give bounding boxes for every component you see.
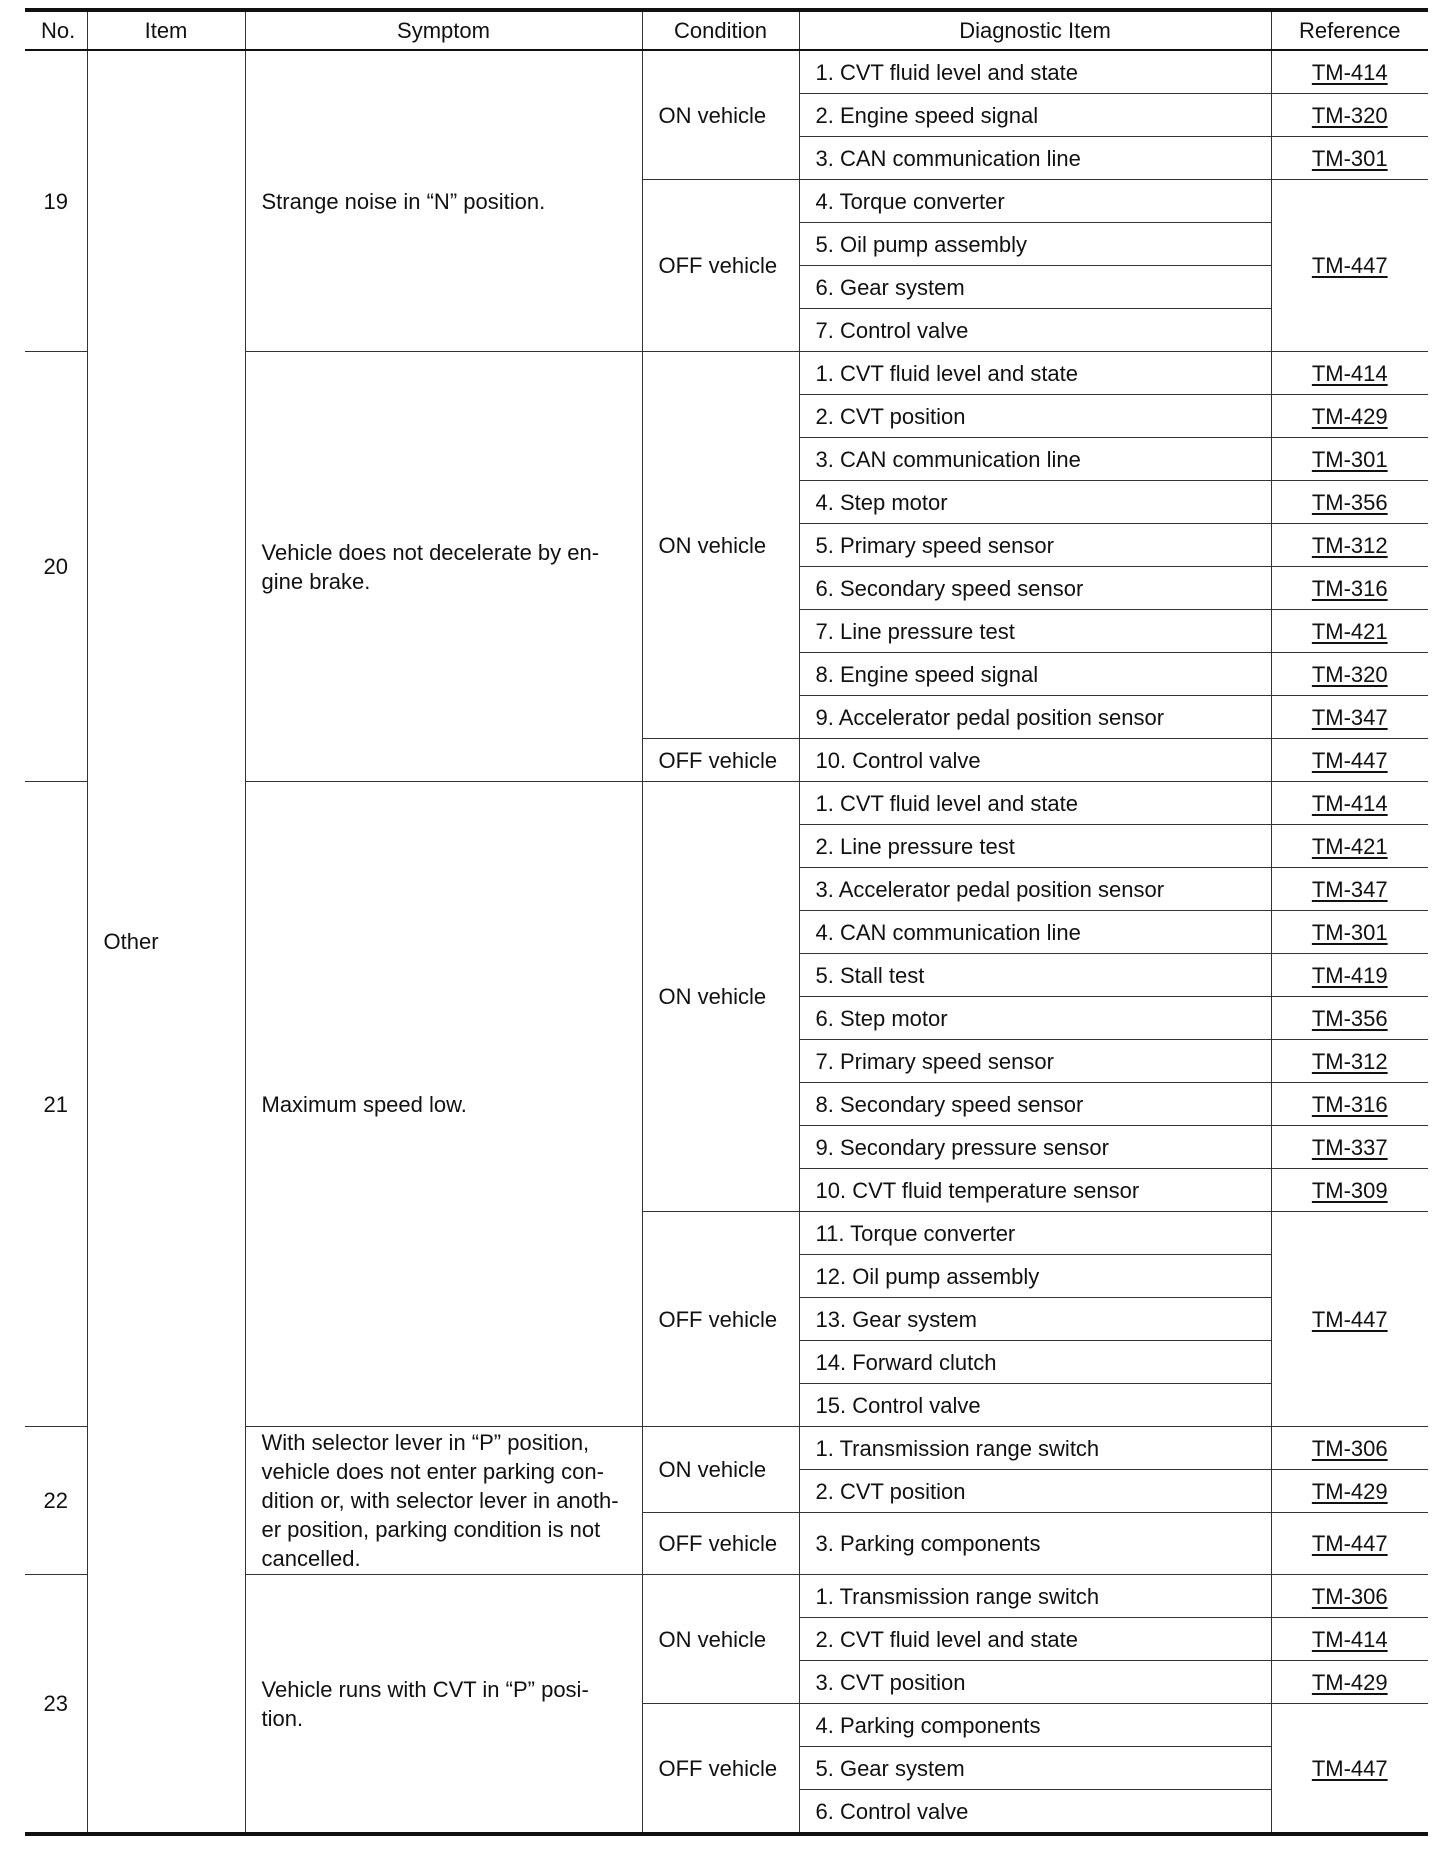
reference-link[interactable]: TM-301 [1311, 145, 1388, 171]
header-symptom: Symptom [245, 10, 642, 50]
condition-cell: OFF vehicle [642, 1513, 799, 1575]
diagnostic-item: 7. Control valve [799, 309, 1271, 352]
diagnostic-item: 14. Forward clutch [799, 1341, 1271, 1384]
reference-cell [1271, 825, 1428, 868]
diagnostic-item: 4. Torque converter [799, 180, 1271, 223]
reference-cell [1271, 1040, 1428, 1083]
reference-link[interactable]: TM-337 [1311, 1134, 1388, 1160]
reference-cell [1271, 1661, 1428, 1704]
diagnostic-item: 1. CVT fluid level and state [799, 50, 1271, 94]
reference-link[interactable]: TM-414 [1311, 790, 1388, 816]
row-number: 19 [25, 50, 87, 352]
diagnostic-item: 7. Line pressure test [799, 610, 1271, 653]
condition-cell: ON vehicle [642, 1427, 799, 1513]
condition-cell: OFF vehicle [642, 180, 799, 352]
symptom-cell: Strange noise in “N” position. [245, 50, 642, 352]
reference-link[interactable]: TM-447 [1311, 1755, 1388, 1781]
reference-link[interactable]: TM-447 [1311, 747, 1388, 773]
reference-cell [1271, 610, 1428, 653]
symptom-cell: Maximum speed low. [245, 782, 642, 1427]
row-number: 22 [25, 1427, 87, 1575]
reference-link[interactable]: TM-312 [1311, 532, 1388, 558]
diagnostic-item: 1. CVT fluid level and state [799, 782, 1271, 825]
diagnostic-item: 11. Torque converter [799, 1212, 1271, 1255]
diagnostic-item: 2. CVT fluid level and state [799, 1618, 1271, 1661]
diagnostic-item: 3. Accelerator pedal position sensor [799, 868, 1271, 911]
condition-cell: ON vehicle [642, 50, 799, 180]
diagnostic-item: 3. CAN communication line [799, 438, 1271, 481]
reference-cell [1271, 1704, 1428, 1835]
diagnostic-item: 4. CAN communication line [799, 911, 1271, 954]
reference-cell [1271, 50, 1428, 94]
reference-cell [1271, 868, 1428, 911]
symptom-cell: Vehicle runs with CVT in “P” posi- tion. [245, 1575, 642, 1835]
header-diagnostic-item: Diagnostic Item [799, 10, 1271, 50]
reference-link[interactable]: TM-301 [1311, 919, 1388, 945]
symptom-cell: With selector lever in “P” position, vehicle does not enter parking con- dition or, with selector lever in anoth- er position, parking condition is not cancelled. [245, 1427, 642, 1575]
diagnostic-item: 6. Gear system [799, 266, 1271, 309]
diagnostic-item: 6. Control valve [799, 1790, 1271, 1835]
reference-link[interactable]: TM-429 [1311, 1669, 1388, 1695]
reference-cell [1271, 1618, 1428, 1661]
condition-cell: OFF vehicle [642, 1212, 799, 1427]
condition-cell: ON vehicle [642, 352, 799, 739]
diagnosis-table [25, 8, 1428, 1836]
diagnostic-item: 3. Parking components [799, 1513, 1271, 1575]
reference-link[interactable]: TM-347 [1311, 876, 1388, 902]
reference-cell [1271, 1513, 1428, 1575]
reference-link[interactable]: TM-316 [1311, 575, 1388, 601]
reference-link[interactable]: TM-306 [1311, 1435, 1388, 1461]
diagnostic-item: 5. Stall test [799, 954, 1271, 997]
diagnostic-item: 1. Transmission range switch [799, 1575, 1271, 1618]
reference-cell [1271, 1169, 1428, 1212]
reference-cell [1271, 1083, 1428, 1126]
diagnostic-item: 12. Oil pump assembly [799, 1255, 1271, 1298]
diagnostic-item: 10. CVT fluid temperature sensor [799, 1169, 1271, 1212]
row-number: 21 [25, 782, 87, 1427]
reference-cell [1271, 1212, 1428, 1427]
diagnostic-item: 2. CVT position [799, 395, 1271, 438]
diagnostic-item: 1. Transmission range switch [799, 1427, 1271, 1470]
reference-cell [1271, 352, 1428, 395]
header-row [25, 10, 1428, 50]
reference-cell [1271, 653, 1428, 696]
reference-cell [1271, 782, 1428, 825]
condition-cell: ON vehicle [642, 782, 799, 1212]
reference-link[interactable]: TM-356 [1311, 1005, 1388, 1031]
reference-cell [1271, 739, 1428, 782]
condition-cell: OFF vehicle [642, 1704, 799, 1835]
reference-cell [1271, 395, 1428, 438]
diagnostic-item: 8. Engine speed signal [799, 653, 1271, 696]
diagnostic-item: 7. Primary speed sensor [799, 1040, 1271, 1083]
header-item: Item [87, 10, 245, 50]
diagnostic-item: 4. Parking components [799, 1704, 1271, 1747]
diagnostic-item: 9. Accelerator pedal position sensor [799, 696, 1271, 739]
reference-link[interactable]: TM-447 [1311, 1531, 1388, 1556]
diagnostic-item: 3. CAN communication line [799, 137, 1271, 180]
reference-link[interactable]: TM-316 [1311, 1091, 1388, 1117]
diagnostic-item: 2. Line pressure test [799, 825, 1271, 868]
reference-cell [1271, 1470, 1428, 1513]
reference-link[interactable]: TM-419 [1311, 962, 1388, 988]
reference-link[interactable]: TM-320 [1311, 661, 1388, 687]
condition-cell: OFF vehicle [642, 739, 799, 782]
diagnostic-item: 2. CVT position [799, 1470, 1271, 1513]
diagnostic-item: 5. Primary speed sensor [799, 524, 1271, 567]
diagnostic-item: 8. Secondary speed sensor [799, 1083, 1271, 1126]
reference-cell [1271, 94, 1428, 137]
reference-link[interactable]: TM-306 [1311, 1583, 1388, 1609]
reference-cell [1271, 567, 1428, 610]
reference-link[interactable]: TM-414 [1311, 1626, 1388, 1652]
reference-link[interactable]: TM-429 [1311, 1478, 1388, 1504]
row-number: 20 [25, 352, 87, 782]
reference-link[interactable]: TM-414 [1311, 59, 1388, 85]
table-row [25, 50, 1428, 94]
reference-cell [1271, 481, 1428, 524]
reference-link[interactable]: TM-421 [1311, 833, 1388, 859]
diagnostic-item: 6. Step motor [799, 997, 1271, 1040]
reference-link[interactable]: TM-414 [1311, 360, 1388, 386]
diagnostic-item: 4. Step motor [799, 481, 1271, 524]
reference-cell [1271, 180, 1428, 352]
reference-link[interactable]: TM-356 [1311, 489, 1388, 515]
diagnostic-item: 1. CVT fluid level and state [799, 352, 1271, 395]
reference-link[interactable]: TM-320 [1311, 102, 1388, 128]
reference-cell [1271, 1427, 1428, 1470]
reference-cell [1271, 696, 1428, 739]
header-condition: Condition [642, 10, 799, 50]
symptom-cell: Vehicle does not decelerate by en- gine brake. [245, 352, 642, 782]
diagnostic-item: 15. Control valve [799, 1384, 1271, 1427]
reference-cell [1271, 1126, 1428, 1169]
reference-link[interactable]: TM-421 [1311, 618, 1388, 644]
diagnostic-item: 5. Gear system [799, 1747, 1271, 1790]
table-body [25, 50, 1428, 1834]
reference-link[interactable]: TM-301 [1311, 446, 1388, 472]
reference-cell [1271, 137, 1428, 180]
diagnostic-item: 6. Secondary speed sensor [799, 567, 1271, 610]
reference-link[interactable]: TM-429 [1311, 403, 1388, 429]
reference-link[interactable]: TM-309 [1311, 1177, 1388, 1203]
diagnostic-item: 2. Engine speed signal [799, 94, 1271, 137]
diagnostic-item: 13. Gear system [799, 1298, 1271, 1341]
row-number: 23 [25, 1575, 87, 1835]
reference-cell [1271, 524, 1428, 567]
diagnostic-item: 5. Oil pump assembly [799, 223, 1271, 266]
reference-link[interactable]: TM-447 [1311, 1306, 1388, 1332]
reference-cell [1271, 997, 1428, 1040]
diagnostic-item: 10. Control valve [799, 739, 1271, 782]
reference-link[interactable]: TM-447 [1311, 253, 1388, 278]
header-reference: Reference [1271, 10, 1428, 50]
reference-link[interactable]: TM-312 [1311, 1048, 1388, 1074]
reference-cell [1271, 1575, 1428, 1618]
reference-link[interactable]: TM-347 [1311, 704, 1388, 730]
reference-cell [1271, 438, 1428, 481]
header-no: No. [25, 10, 87, 50]
condition-cell: ON vehicle [642, 1575, 799, 1704]
item-category: Other [87, 50, 245, 1834]
diagnostic-item: 3. CVT position [799, 1661, 1271, 1704]
reference-cell [1271, 954, 1428, 997]
reference-cell [1271, 911, 1428, 954]
diagnostic-item: 9. Secondary pressure sensor [799, 1126, 1271, 1169]
